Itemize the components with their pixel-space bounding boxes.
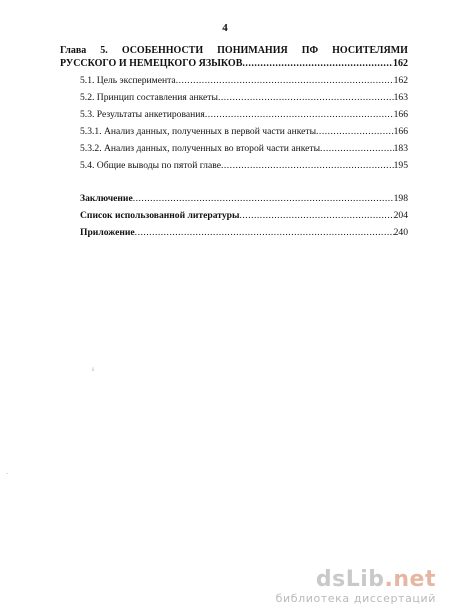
leader-dots [176, 75, 394, 86]
leader-dots [240, 210, 394, 221]
scan-speck: ı [92, 365, 94, 373]
leader-dots [320, 143, 394, 154]
toc-page-number: 162 [393, 58, 408, 69]
toc-page-number: 195 [393, 160, 408, 171]
toc-page-number: 198 [393, 193, 408, 204]
chapter-title-word-2: ПОНИМАНИЯ [217, 45, 288, 56]
leader-dots [316, 126, 394, 137]
toc-entry [80, 75, 408, 86]
chapter-number: 5. [100, 45, 108, 56]
chapter-heading-line2 [60, 58, 408, 69]
toc-page-number: 204 [393, 210, 408, 221]
toc-page-number: 163 [393, 92, 408, 103]
toc-back-matter-entry [80, 210, 408, 221]
toc-entry [80, 109, 408, 120]
toc-entry-title: 5.1. Цель эксперимента [80, 75, 176, 86]
toc-entry-title: Заключение [80, 193, 133, 204]
toc-entry-title: 5.3. Результаты анкетирования [80, 109, 205, 120]
leader-dots [135, 227, 394, 238]
chapter-heading-line1 [60, 44, 408, 57]
chapter-title-word-3: ПФ [301, 45, 319, 56]
watermark [276, 568, 436, 605]
toc-page-number: 240 [393, 227, 408, 238]
leader-dots [133, 193, 394, 204]
toc-entry [80, 160, 408, 171]
toc-entry-title: 5.3.1. Анализ данных, полученных в первой части анкеты [80, 126, 317, 137]
scan-speck: · [6, 470, 9, 478]
toc-page-number: 183 [393, 143, 408, 154]
toc-entry-title: 5.4. Общие выводы по пятой главе [80, 160, 221, 171]
leader-dots [218, 92, 394, 103]
toc-page-number: 166 [393, 126, 408, 137]
chapter-title-word-1: ОСОБЕННОСТИ [121, 45, 204, 56]
toc-entry [80, 92, 408, 103]
chapter-word: Глава [60, 45, 87, 56]
toc-entry-title: 5.2. Принцип составления анкеты [80, 92, 218, 103]
toc-back-matter-entry [80, 227, 408, 238]
chapter-title-continued: РУССКОГО И НЕМЕЦКОГО ЯЗЫКОВ [60, 58, 243, 69]
watermark-logo: dsLib.net [315, 567, 436, 592]
toc-entry [80, 143, 408, 154]
toc-page-number: 162 [393, 75, 408, 86]
leader-dots [221, 160, 394, 171]
watermark-subtitle: библиотека диссертаций [275, 592, 436, 605]
toc-entry [80, 126, 408, 137]
page-number: 4 [222, 22, 228, 34]
toc-back-matter-entry [80, 193, 408, 204]
chapter-title-word-4: НОСИТЕЛЯМИ [332, 45, 408, 56]
leader-dots [242, 58, 393, 69]
toc-page-number: 166 [393, 109, 408, 120]
leader-dots [205, 109, 394, 120]
toc-entry-title: 5.3.2. Анализ данных, полученных во второй части анкеты [80, 143, 321, 154]
toc-entry-title: Список использованной литературы [80, 210, 240, 221]
toc-entry-title: Приложение [80, 227, 135, 238]
